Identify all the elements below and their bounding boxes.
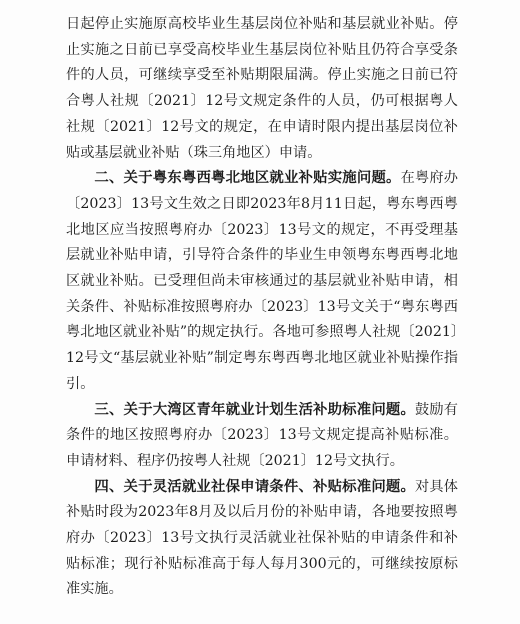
paragraph-1-body: 日起停止实施原高校毕业生基层岗位补贴和基层就业补贴。停止实施之日前已享受高校毕业生基层岗位补贴且仍符合享受条件的人员，可继续享受至补贴期限届满。停止实施之日前已符合粤人社规〔2021〕12号文规定条件的人员，仍可根据粤人社规〔2021〕12号文的规定，在申请时限内提出基层岗位补贴或基层就业补贴（珠三角地区）申请。	[66, 16, 458, 161]
paragraph-2-heading: 二、关于粤东粤西粤北地区就业补贴实施问题。	[94, 170, 401, 187]
paragraph-4	[66, 475, 458, 604]
paragraph-2-body: 在粤府办〔2023〕13号文生效之日即2023年8月11日起，粤东粤西粤北地区应当按照粤府办〔2023〕13号文的规定，不再受理基层就业补贴申请，引导符合条件的毕业生申领粤东粤西粤北地区就业补贴。已受理但尚未审核通过的基层就业补贴申请，相关条件、补贴标准按照粤府办〔2023〕13号文关于“粤东粤西粤北地区就业补贴”的规定执行。各地可参照粤人社规〔2021〕12号文“基层就业补贴”制定粤东粤西粤北地区就业补贴操作指引。	[66, 170, 458, 392]
paragraph-2	[66, 166, 458, 397]
paragraph-4-heading: 四、关于灵活就业社保申请条件、补贴标准问题。	[94, 478, 416, 495]
paragraph-3-heading: 三、关于大湾区青年就业计划生活补助标准问题。	[94, 401, 416, 418]
paragraph-3-body: 鼓励有条件的地区按照粤府办〔2023〕13号文规定提高补贴标准。申请材料、程序仍按粤人社规〔2021〕12号文执行。	[66, 401, 458, 469]
paragraph-4-body: 对具体补贴时段为2023年8月及以后月份的补贴申请，各地要按照粤府办〔2023〕13号文执行灵活就业社保补贴的申请条件和补贴标准；现行补贴标准高于每人每月300元的，可继续按原标准实施。	[66, 478, 458, 598]
paragraph-1	[66, 12, 458, 166]
paragraph-3	[66, 398, 458, 475]
document-body	[66, 12, 458, 603]
